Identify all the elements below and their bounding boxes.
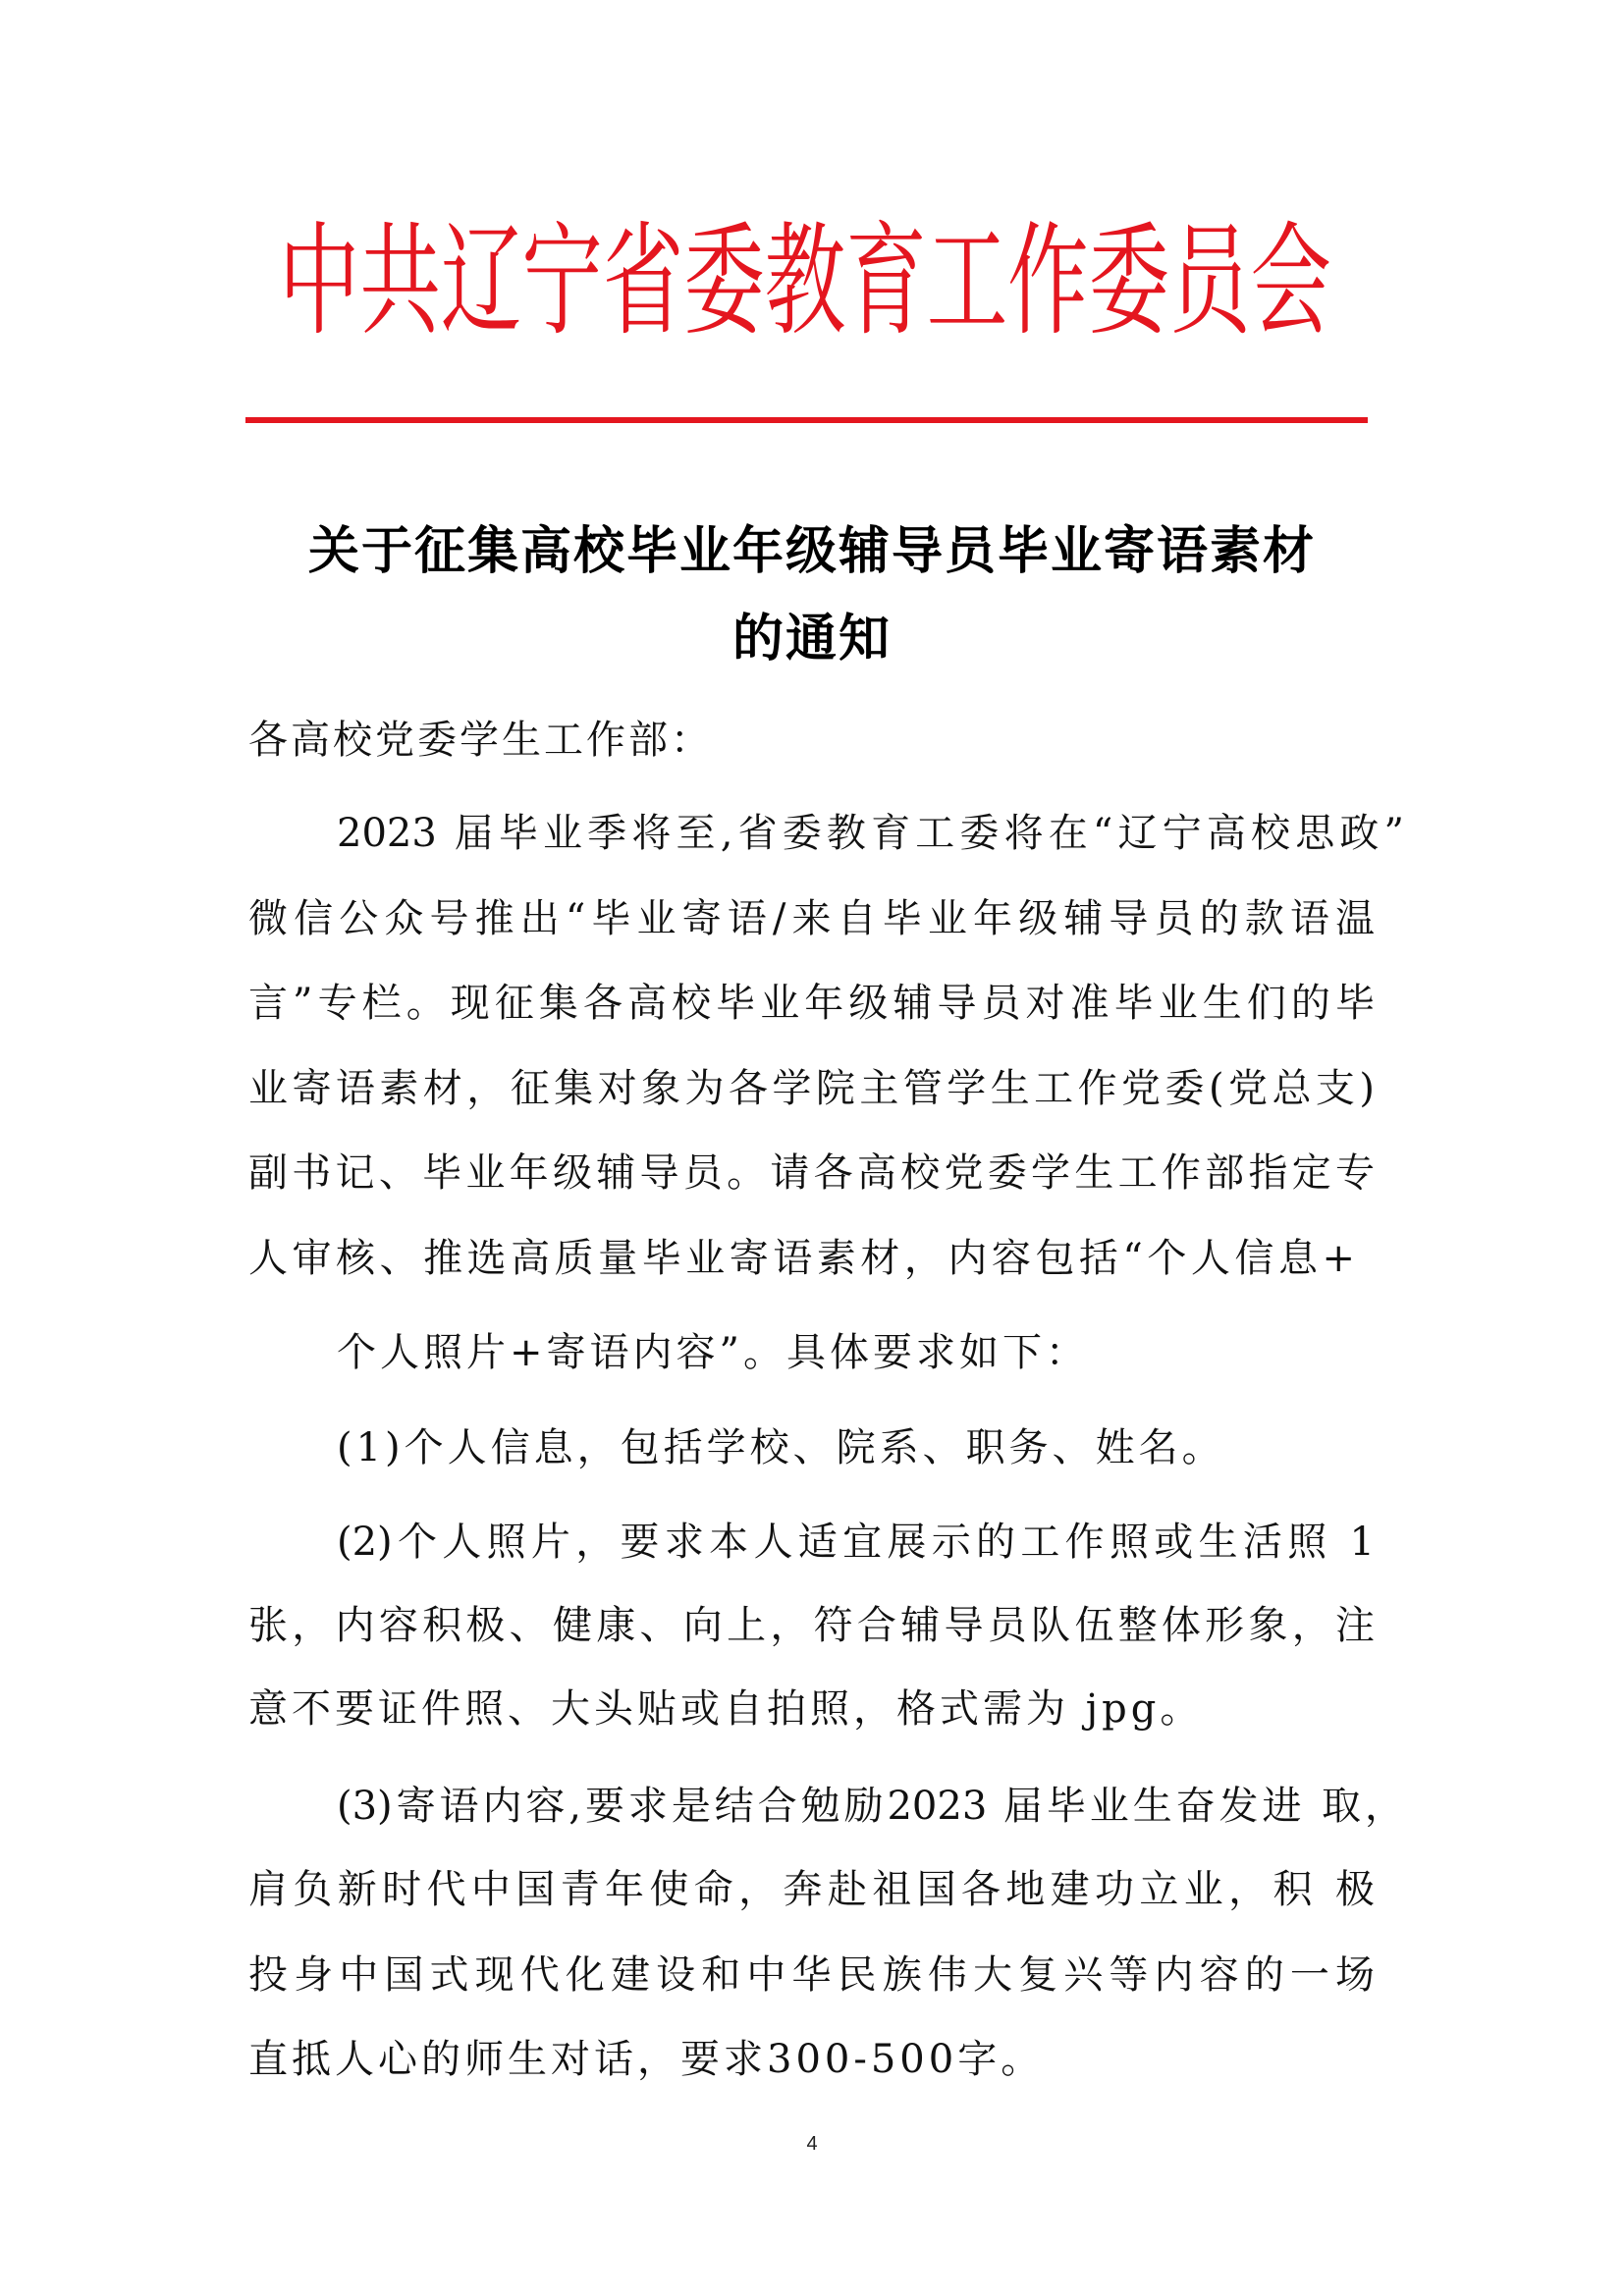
org-name: 中共辽宁省委教育工作委员会 xyxy=(278,211,1331,352)
body-line: 副书记、毕业年级辅导员。请各高校党委学生工作部指定专 xyxy=(248,1150,1375,1196)
body-line: 微信公众号推出“毕业寄语/来自毕业年级辅导员的款语温 xyxy=(248,896,1375,941)
header-rule xyxy=(245,417,1368,423)
body-line: (3)寄语内容,要求是结合勉励2023 届毕业生奋发进 取， xyxy=(337,1784,1404,1829)
body-line: (1)个人信息，包括学校、院系、职务、姓名。 xyxy=(337,1425,1225,1470)
body-line: 人审核、推选高质量毕业寄语素材，内容包括“个人信息+ xyxy=(248,1236,1355,1281)
body-line: 业寄语素材，征集对象为各学院主管学生工作党委(党总支) xyxy=(248,1066,1375,1111)
body-line: 投身中国式现代化建设和中华民族伟大复兴等内容的一场 xyxy=(248,1952,1375,1998)
notice-title-line-2: 的通知 xyxy=(731,609,892,668)
notice-title-line-1: 关于征集高校毕业年级辅导员毕业寄语素材 xyxy=(307,521,1316,581)
body-line: 意不要证件照、大头贴或自拍照，格式需为 jpg。 xyxy=(248,1686,1204,1732)
body-line: 直抵人心的师生对话，要求300-500字。 xyxy=(248,2037,1045,2082)
body-line: 肩负新时代中国青年使命，奔赴祖国各地建功立业，积 极 xyxy=(248,1867,1375,1912)
body-line: 张，内容积极、健康、向上，符合辅导员队伍整体形象，注 xyxy=(248,1603,1375,1648)
org-header xyxy=(0,211,1610,352)
body-line: 言”专栏。现征集各高校毕业年级辅导员对准毕业生们的毕 xyxy=(248,981,1375,1026)
page-number: 4 xyxy=(806,2133,818,2155)
body-line: (2)个人照片，要求本人适宜展示的工作照或生活照 1 xyxy=(337,1520,1375,1565)
body-line: 2023 届毕业季将至,省委教育工委将在“辽宁高校思政” xyxy=(337,811,1404,856)
salutation: 各高校党委学生工作部： xyxy=(248,718,713,763)
body-line: 个人照片+寄语内容”。具体要求如下： xyxy=(337,1330,1089,1375)
